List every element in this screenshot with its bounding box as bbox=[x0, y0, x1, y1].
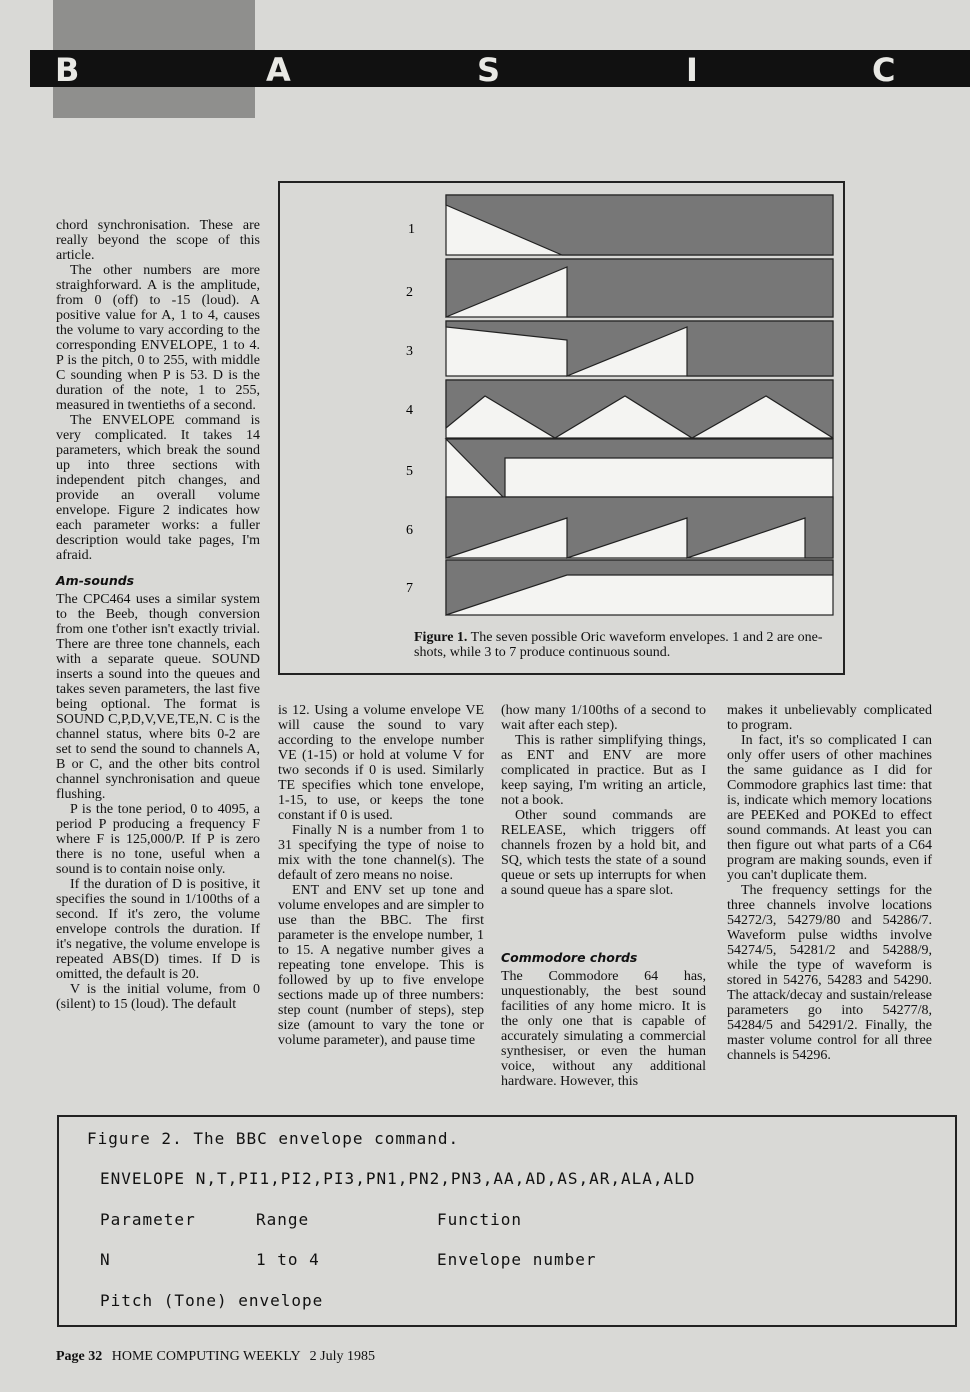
col1-paragraph-3: The ENVELOPE command is very complicated. It takes 14 parameters, which break the sound up into three sections with independent pitch changes, and provide an overall volume envelope. Figure 2 indicates how each parameter works: a fuller description would take pages, I'm afraid. bbox=[56, 413, 260, 563]
waveform-label-7: 7 bbox=[406, 581, 413, 596]
publication-name: HOME COMPUTING WEEKLY bbox=[111, 1349, 301, 1364]
figure-1-caption-text: The seven possible Oric waveform envelopes. 1 and 2 are one-shots, while 3 to 7 produce continuous sound. bbox=[414, 630, 823, 660]
col1-paragraph-1: chord synchronisation. These are really beyond the scope of this article. bbox=[56, 218, 260, 263]
waveform-label-3: 3 bbox=[406, 344, 413, 359]
row-range: 1 to 4 bbox=[256, 1250, 320, 1269]
header-letter-c: C bbox=[872, 51, 897, 89]
col3-paragraph-2: This is rather simplifying things, as ENT and ENV are more complicated in practice. But as I keep saying, I'm writing an article, not a book. bbox=[501, 733, 706, 808]
col3-paragraph-1: (how many 1/100ths of a second to wait after each step). bbox=[501, 703, 706, 733]
header-letter-i: I bbox=[686, 51, 699, 89]
col2-paragraph-3: ENT and ENV set up tone and volume envelopes and are simpler to use than the BBC. The first parameter is the envelope number, 1 to 15. A negative number gives a repeating tone envelope. This is followed by up to five envelope sections made up of three numbers: step count (number of steps), step size (amount to vary the tone or volume parameter), and pause time bbox=[278, 883, 484, 1048]
waveform-diagram bbox=[280, 183, 843, 673]
figure-1 bbox=[278, 181, 845, 675]
waveform-label-1: 1 bbox=[408, 222, 415, 237]
waveform-label-5: 5 bbox=[406, 464, 413, 479]
page-number: Page 32 bbox=[56, 1349, 103, 1364]
header-letter-a: A bbox=[266, 51, 292, 89]
column-header-function: Function bbox=[437, 1210, 523, 1229]
col2-paragraph-1: is 12. Using a volume envelope VE will cause the sound to vary according to the envelope number VE (1-15) or hold at volume V for two seconds if 0 is used. Similarly TE specifies which tone envelope, 1-15, to use, or keeps the tone constant if 0 is used. bbox=[278, 703, 484, 823]
col1-paragraph-2: The other numbers are more straighforward. A is the amplitude, from 0 (off) to -15 (loud). A positive value for A, 1 to 4, causes the volume to vary according to the corresponding ENVELOPE, 1 to 4. P is the pitch, 0 to 255, with middle C sounding when P is 53. D is the duration of the note, 1 to 255, measured in twentieths of a second. bbox=[56, 263, 260, 413]
row-function: Envelope number bbox=[437, 1250, 597, 1269]
col3-paragraph-4: The Commodore 64 has, unquestionably, the best sound facilities of any home micro. It is the only one that is capable of accurately simulating a commercial synthesiser, or even the human voice, without any additional hardware. However, this bbox=[501, 969, 706, 1089]
header-letter-s: S bbox=[477, 51, 502, 89]
section-heading: Pitch (Tone) envelope bbox=[100, 1291, 324, 1310]
col1-paragraph-4: The CPC464 uses a similar system to the Beeb, though conversion from one t'other isn't exactly trivial. There are three tone channels, each with a separate queue. SOUND inserts a sound into the queues and takes seven parameters, the last five being optional. The format is SOUND C,P,D,V,VE,TE,N. C is the channel status, where bits 0-2 are set to send the sound to channels A, B or C, and the other bits control channel synchronisation and queue flushing. bbox=[56, 592, 260, 802]
col1-paragraph-7: V is the initial volume, from 0 (silent) to 15 (loud). The default bbox=[56, 982, 260, 1012]
subheading-am-sounds: Am-sounds bbox=[56, 573, 135, 588]
col4-paragraph-2: In fact, it's so complicated I can only offer users of other machines the same guidance as I did for Commodore graphics last time: that is, indicate which memory locations are PEEKed and POKEd to effect sound commands. At least you can then figure out what parts of a C64 program are making sounds, even if you can't duplicate them. bbox=[727, 733, 932, 883]
waveform-label-4: 4 bbox=[406, 403, 413, 418]
figure-1-caption bbox=[414, 630, 839, 660]
col1-paragraph-5: P is the tone period, 0 to 4095, a period P producing a frequency F where F is 125,000/P. If P is zero there is no tone, useful when a sound is to contain noise only. bbox=[56, 802, 260, 877]
column-header-range: Range bbox=[256, 1210, 310, 1229]
waveform-label-2: 2 bbox=[406, 285, 413, 300]
col1-paragraph-6: If the duration of D is positive, it specifies the sound in 1/100ths of a second. If it's zero, the volume envelope controls the duration. If it's negative, the volume envelope is repeated ABS(D) times. If D is omitted, the default is 20. bbox=[56, 877, 260, 982]
figure-1-caption-label: Figure 1. bbox=[414, 630, 468, 645]
col2-paragraph-2: Finally N is a number from 1 to 31 specifying the type of noise to mix with the tone channel(s). The default of zero means no noise. bbox=[278, 823, 484, 883]
col4-paragraph-3: The frequency settings for the three channels involve locations 54272/3, 54279/80 and 54286/7. Waveform pulse widths involve 54274/5, 54281/2 and 54288/9, while the type of waveform is stored in 54276, 54283 and 54290. The attack/decay and sustain/release parameters go into 54277/8, 54284/5 and 54291/2. Finally, the master volume control for all three channels is 54296. bbox=[727, 883, 932, 1063]
col4-paragraph-1: makes it unbelievably complicated to program. bbox=[727, 703, 932, 733]
article-column-3 bbox=[501, 703, 706, 1089]
article-column-1 bbox=[56, 218, 260, 1012]
column-header-parameter: Parameter bbox=[100, 1210, 196, 1229]
header-letter-b: B bbox=[55, 51, 81, 89]
row-parameter: N bbox=[100, 1250, 111, 1269]
article-column-2 bbox=[278, 703, 484, 1048]
waveform-label-6: 6 bbox=[406, 523, 413, 538]
issue-date: 2 July 1985 bbox=[309, 1349, 375, 1364]
subheading-commodore-chords: Commodore chords bbox=[501, 950, 638, 965]
article-column-4 bbox=[727, 703, 932, 1063]
page-footer bbox=[56, 1349, 375, 1365]
col3-paragraph-3: Other sound commands are RELEASE, which triggers off channels frozen by a hold bit, and SQ, which tests the state of a sound queue or sets up interrupts for when a sound queue has a spare slot. bbox=[501, 808, 706, 898]
figure-2-title: Figure 2. The BBC envelope command. bbox=[87, 1129, 460, 1148]
envelope-syntax: ENVELOPE N,T,PI1,PI2,PI3,PN1,PN2,PN3,AA,AD,AS,AR,ALA,ALD bbox=[100, 1169, 696, 1188]
figure-2 bbox=[57, 1115, 957, 1327]
